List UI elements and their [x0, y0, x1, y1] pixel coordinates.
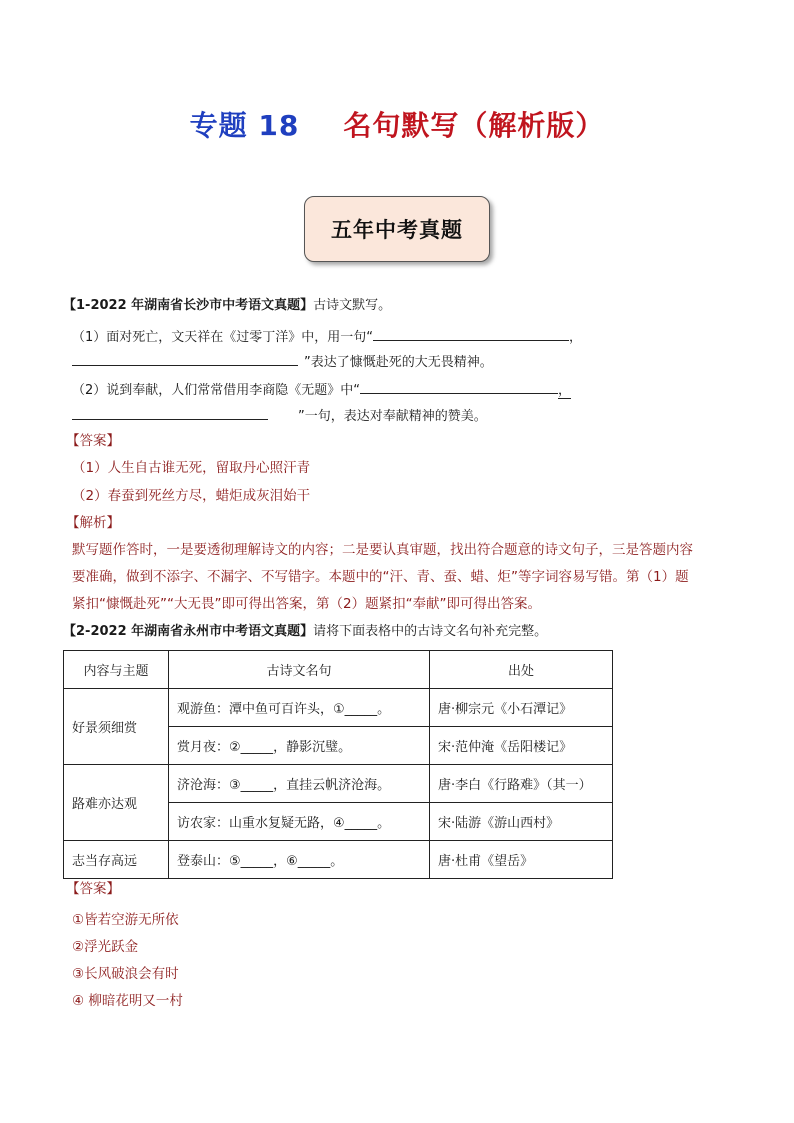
q2-header-line: [63, 622, 547, 642]
q1-analysis-line-2: 要准确，做到不添字、不漏字、不写错字。本题中的“汗、青、蚕、蜡、炬”等字词容易写错。第（1）题: [72, 569, 689, 585]
poem-table: [63, 650, 613, 879]
q2-answer-1: ①皆若空游无所依: [72, 912, 179, 928]
q1-sub1-prompt: （1）面对死亡，文天祥在《过零丁洋》中，用一句“: [72, 330, 374, 345]
q2-header: 【2-2022 年湖南省永州市中考语文真题】: [63, 624, 314, 639]
table-theme-cell: 路难亦达观: [64, 765, 169, 841]
table-theme-cell: 好景须细赏: [64, 689, 169, 765]
table-verse-cell[interactable]: 登泰山：⑤_____，⑥_____。: [169, 841, 430, 879]
q1-answer-2: （2）春蚕到死丝方尽，蜡炬成灰泪始干: [72, 488, 311, 504]
q1-header-line: [63, 296, 391, 316]
q1-sub2-line-2: [72, 405, 487, 427]
title-edition: （解析版）: [459, 109, 605, 142]
q1-sub1-blank-1[interactable]: [373, 326, 569, 341]
table-row: [64, 841, 613, 879]
q1-sub1-blank-2[interactable]: [72, 351, 298, 366]
q1-analysis-line-1: 默写题作答时，一是要透彻理解诗文的内容；二是要认真审题，找出符合题意的诗文句子，三是答题内容: [72, 542, 693, 558]
q2-answer-4: ④ 柳暗花明又一村: [72, 993, 183, 1009]
q2-instruction: 请将下面表格中的古诗文名句补充完整。: [313, 624, 548, 639]
table-row: [64, 689, 613, 727]
table-source-cell: 宋·范仲淹《岳阳楼记》: [430, 727, 613, 765]
q2-answer-2: ②浮光跃金: [72, 939, 139, 955]
q1-sub1-suffix: ”表达了慷慨赴死的大无畏精神。: [304, 355, 493, 370]
table-theme-cell: 志当存高远: [64, 841, 169, 879]
table-source-cell: 宋·陆游《游山西村》: [430, 803, 613, 841]
title-topic-number: 专题 18: [189, 109, 300, 142]
table-header-verse: 古诗文名句: [169, 651, 430, 689]
title-topic-name: 名句默写: [343, 109, 460, 142]
table-source-cell: 唐·柳宗元《小石潭记》: [430, 689, 613, 727]
q1-sub2-comma: ，: [558, 383, 572, 398]
table-verse-cell[interactable]: 观游鱼：潭中鱼可百许头，①_____。: [169, 689, 430, 727]
q2-answer-3: ③长风破浪会有时: [72, 966, 179, 982]
q1-analysis-label: 【解析】: [66, 515, 120, 531]
table-verse-cell[interactable]: 访农家：山重水复疑无路，④_____。: [169, 803, 430, 841]
table-header-row: [64, 651, 613, 689]
table-row: [64, 765, 613, 803]
table-header-theme: 内容与主题: [64, 651, 169, 689]
page-title: [0, 104, 794, 144]
q1-sub1-line-2: [72, 351, 493, 373]
q1-analysis: [72, 537, 724, 618]
q1-sub2-line: [72, 379, 571, 401]
q2-answer-label: 【答案】: [66, 881, 120, 897]
q1-instruction: 古诗文默写。: [313, 298, 392, 313]
table-verse-cell[interactable]: 赏月夜：②_____，静影沉璧。: [169, 727, 430, 765]
q1-sub1-line: [72, 326, 582, 348]
q1-sub2-suffix: ”一句，表达对奉献精神的赞美。: [298, 409, 487, 424]
table-source-cell: 唐·杜甫《望岳》: [430, 841, 613, 879]
table-verse-cell[interactable]: 济沧海：③_____，直挂云帆济沧海。: [169, 765, 430, 803]
q1-analysis-line-3: 紧扣“慷慨赴死”“大无畏”即可得出答案，第（2）题紧扣“奉献”即可得出答案。: [72, 596, 542, 612]
q1-answer-1: （1）人生自古谁无死，留取丹心照汗青: [72, 460, 311, 476]
q1-sub2-prompt: （2）说到奉献，人们常常借用李商隐《无题》中“: [72, 383, 361, 398]
q1-answer-label: 【答案】: [66, 433, 120, 449]
q1-sub2-blank-1[interactable]: [360, 379, 558, 394]
table-header-source: 出处: [430, 651, 613, 689]
section-badge: 五年中考真题: [304, 196, 490, 262]
q1-sub2-blank-2[interactable]: [72, 405, 268, 420]
q1-sub1-comma: ，: [569, 330, 583, 345]
q1-header: 【1-2022 年湖南省长沙市中考语文真题】: [63, 298, 314, 313]
table-source-cell: 唐·李白《行路难》（其一）: [430, 765, 613, 803]
